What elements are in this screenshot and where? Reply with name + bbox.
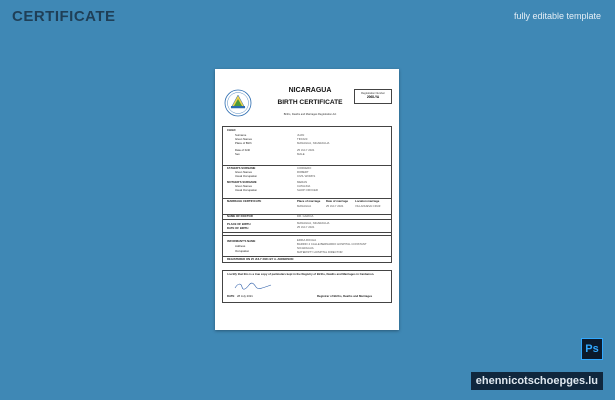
- father-given: ROBERT: [297, 170, 309, 174]
- registration-box: [354, 89, 392, 104]
- informant-occ-label: Occupation: [235, 249, 250, 253]
- child-given: TIFFANI: [297, 137, 308, 141]
- child-given-label: Given Names: [235, 137, 252, 141]
- child-place: MANAGUA, NICARAGUA: [297, 141, 330, 145]
- watermark: ehennicotschoepges.lu: [471, 372, 603, 390]
- brand-title: CERTIFICATE: [12, 8, 116, 25]
- marriage-val1: MANAGUA: [297, 204, 312, 208]
- place-birth-label: PLACE OF BIRTH: [227, 222, 251, 226]
- certify-text: I certify that this is a true copy of particulars kept in the Registry of Births, Deaths and Marriages in Cardamon.: [227, 272, 375, 276]
- informant-heading: INFORMANT'S NAME: [227, 239, 256, 243]
- registered-line: REGISTERED ON 25 JULY 2021 BY A. ANDERSON: [227, 257, 294, 261]
- father-occ-label: Usual Occupation: [235, 174, 258, 178]
- child-place-label: Place of Birth: [235, 141, 252, 145]
- marriage-val2: 25 JULY 2021: [326, 204, 344, 208]
- mother-heading: MOTHER'S SURNAME: [227, 180, 257, 184]
- date-label: DATE: [227, 294, 235, 298]
- marriage-col2: Date of marriage: [326, 199, 349, 203]
- mother-occ-label: Usual Occupation: [235, 188, 258, 192]
- date-value: 28 July 2021: [237, 294, 253, 298]
- mother-given-label: Given Names: [235, 184, 252, 188]
- marriage-val3: VILLANUEVA CRUZ: [355, 204, 381, 208]
- informant-name: ERIKA ROCHA: [297, 238, 317, 242]
- father-occ: CIVIL WORKS: [297, 174, 316, 178]
- registration-number: 2068-YA: [366, 94, 380, 99]
- marriage-col3: Location marriage: [355, 199, 380, 203]
- child-surname: JUAN: [297, 133, 305, 137]
- informant-city: NICARAGUA: [297, 246, 314, 250]
- child-surname-label: Surname: [235, 133, 247, 137]
- informant-addr-label: Address: [235, 244, 246, 248]
- marriage-heading: MARRIAGE CERTIFICATE: [227, 199, 262, 203]
- father-surname: CORDERO: [297, 166, 312, 170]
- place-birth-value: MANAGUA, NICARAGUA: [297, 221, 330, 225]
- certificate-document: [215, 69, 399, 330]
- mother-occ: SHOP OFFICER: [297, 188, 318, 192]
- informant-address: BARRIO 4 CALLE BERNARDO HOSPITAL CONSTANT: [297, 242, 367, 246]
- coat-of-arms-icon: [224, 89, 252, 117]
- child-date-label: Date of birth: [235, 148, 251, 152]
- doc-title: BIRTH CERTIFICATE: [277, 99, 343, 106]
- child-sex-label: Sex: [235, 152, 240, 156]
- doc-country: NICARAGUA: [288, 87, 332, 94]
- child-date: 25 JULY 2021: [297, 148, 315, 152]
- mother-surname: MERAN: [297, 180, 308, 184]
- doctor-label: NAME OF DOCTOR: [227, 214, 253, 218]
- child-heading: CHILD: [227, 128, 236, 132]
- child-sex: MALE: [297, 152, 305, 156]
- father-heading: FATHER'S SURNAME: [227, 166, 256, 170]
- registration-label: Registration Number: [361, 91, 385, 95]
- informant-occ: MATERNITY HOSPITAL DIRECTOR: [297, 250, 343, 254]
- doc-subtitle: Births, Deaths and Marriages Registration Act: [283, 113, 337, 116]
- mother-given: CATALINA: [297, 184, 311, 188]
- signature: [233, 282, 273, 290]
- date-birth-value: 25 JULY 2021: [297, 225, 315, 229]
- registrar-title: Registrar of Births, Deaths and Marriages: [317, 294, 373, 298]
- father-given-label: Given Names: [235, 170, 252, 174]
- marriage-col1: Place of marriage: [297, 199, 321, 203]
- photoshop-icon: Ps: [581, 338, 603, 360]
- date-birth-label: DATE OF BIRTH: [227, 226, 249, 230]
- doctor-value: DR. GARCIA: [297, 214, 314, 218]
- brand-subtitle: fully editable template: [513, 11, 601, 21]
